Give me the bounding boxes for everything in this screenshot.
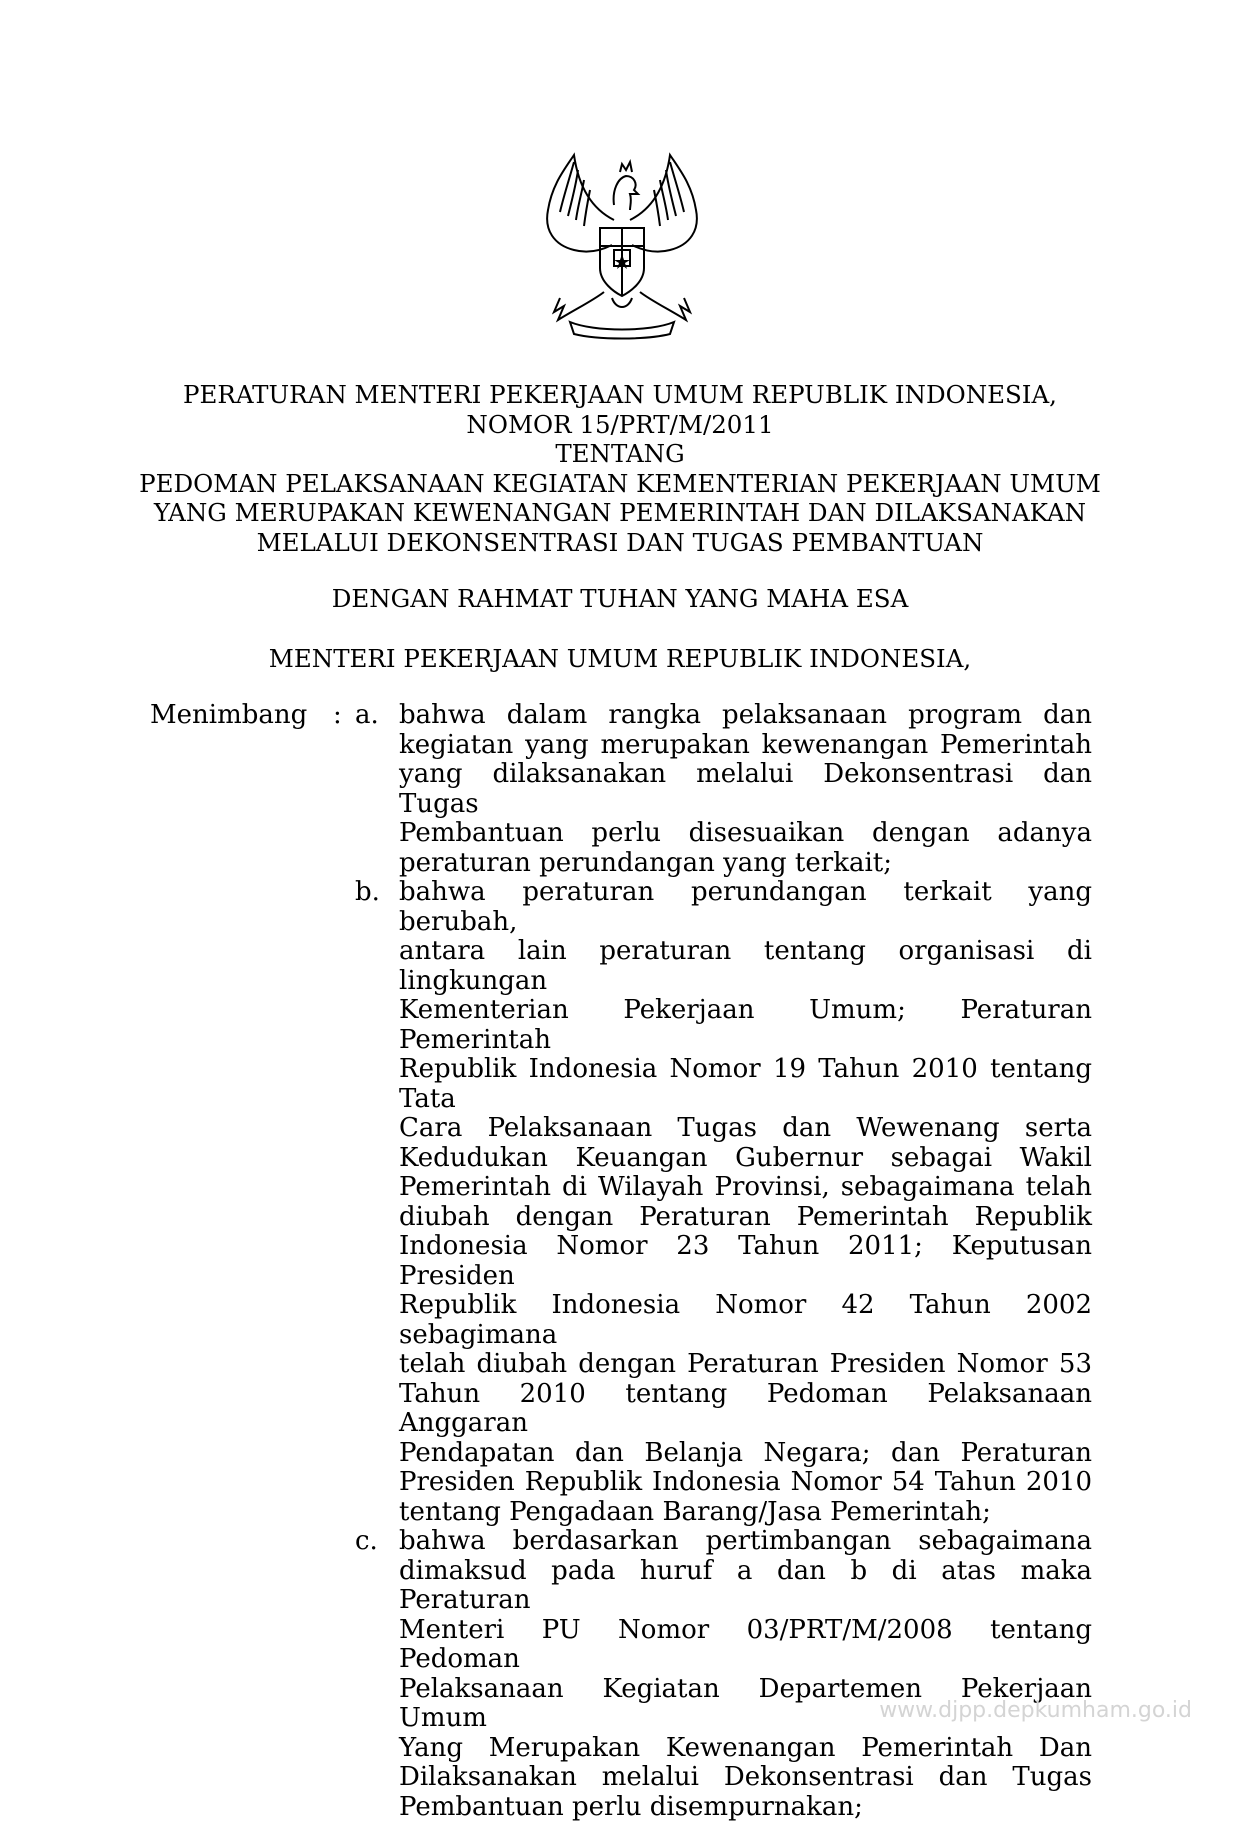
item-line: Menteri PU Nomor 03/PRT/M/2008 tentang Pedoman — [399, 1616, 1092, 1675]
item-line: yang dilaksanakan melalui Dekonsentrasi dan Tugas — [399, 760, 1092, 819]
item-text — [399, 1527, 1092, 1822]
considering-item-c — [340, 1527, 1100, 1822]
item-text — [399, 878, 1092, 1527]
considering-items — [340, 701, 1100, 1822]
item-line: bahwa berdasarkan pertimbangan sebagaimana — [399, 1527, 1092, 1557]
item-line: Pemerintah di Wilayah Provinsi, sebagaimana telah — [399, 1173, 1092, 1203]
considering-item-a — [340, 701, 1100, 878]
item-line: Tahun 2010 tentang Pedoman Pelaksanaan Anggaran — [399, 1380, 1092, 1439]
item-line: Presiden Republik Indonesia Nomor 54 Tahun 2010 — [399, 1468, 1092, 1498]
greeting: DENGAN RAHMAT TUHAN YANG MAHA ESA — [120, 584, 1120, 614]
item-letter: a. — [355, 701, 395, 731]
garuda-emblem-icon — [534, 150, 710, 340]
item-text — [399, 701, 1092, 878]
item-line: kegiatan yang merupakan kewenangan Pemerintah — [399, 731, 1092, 761]
item-line: Indonesia Nomor 23 Tahun 2011; Keputusan Presiden — [399, 1232, 1092, 1291]
item-line: bahwa dalam rangka pelaksanaan program dan — [399, 701, 1092, 731]
item-line: Cara Pelaksanaan Tugas dan Wewenang serta — [399, 1114, 1092, 1144]
item-line: peraturan perundangan yang terkait; — [399, 849, 1092, 879]
title-line-3: TENTANG — [120, 439, 1120, 469]
item-line: Dilaksanakan melalui Dekonsentrasi dan Tugas — [399, 1763, 1092, 1793]
item-line: telah diubah dengan Peraturan Presiden Nomor 53 — [399, 1350, 1092, 1380]
item-line: Republik Indonesia Nomor 19 Tahun 2010 tentang Tata — [399, 1055, 1092, 1114]
considering-item-b — [340, 878, 1100, 1527]
item-line: Pembantuan perlu disesuaikan dengan adanya — [399, 819, 1092, 849]
considering-colon: : — [333, 701, 342, 731]
item-line: Kementerian Pekerjaan Umum; Peraturan Pemerintah — [399, 996, 1092, 1055]
item-line: Pembantuan perlu disempurnakan; — [399, 1793, 1092, 1822]
item-line: Kedudukan Keuangan Gubernur sebagai Wakil — [399, 1144, 1092, 1174]
considering-label: Menimbang — [150, 701, 307, 731]
item-line: Pendapatan dan Belanja Negara; dan Peraturan — [399, 1439, 1092, 1469]
title-line-6: MELALUI DEKONSENTRASI DAN TUGAS PEMBANTUAN — [120, 528, 1120, 558]
item-line: diubah dengan Peraturan Pemerintah Republik — [399, 1203, 1092, 1233]
item-letter: b. — [355, 878, 395, 908]
item-line: Pelaksanaan Kegiatan Departemen Pekerjaan Umum — [399, 1675, 1092, 1734]
item-line: antara lain peraturan tentang organisasi di lingkungan — [399, 937, 1092, 996]
regulation-title — [120, 380, 1120, 557]
title-line-5: YANG MERUPAKAN KEWENANGAN PEMERINTAH DAN DILAKSANAKAN — [120, 498, 1120, 528]
title-line-2: NOMOR 15/PRT/M/2011 — [120, 410, 1120, 440]
item-line: bahwa peraturan perundangan terkait yang berubah, — [399, 878, 1092, 937]
item-line: tentang Pengadaan Barang/Jasa Pemerintah; — [399, 1498, 1092, 1528]
title-line-1: PERATURAN MENTERI PEKERJAAN UMUM REPUBLIK INDONESIA, — [120, 380, 1120, 410]
item-letter: c. — [355, 1527, 395, 1557]
title-line-4: PEDOMAN PELAKSANAAN KEGIATAN KEMENTERIAN PEKERJAAN UMUM — [120, 469, 1120, 499]
item-line: Republik Indonesia Nomor 42 Tahun 2002 sebagimana — [399, 1291, 1092, 1350]
website-watermark: www.djpp.depkumham.go.id — [879, 1698, 1192, 1723]
item-line: dimaksud pada huruf a dan b di atas maka Peraturan — [399, 1557, 1092, 1616]
minister-title: MENTERI PEKERJAAN UMUM REPUBLIK INDONESIA, — [120, 644, 1120, 674]
item-line: Yang Merupakan Kewenangan Pemerintah Dan — [399, 1734, 1092, 1764]
garuda-emblem — [534, 150, 710, 340]
